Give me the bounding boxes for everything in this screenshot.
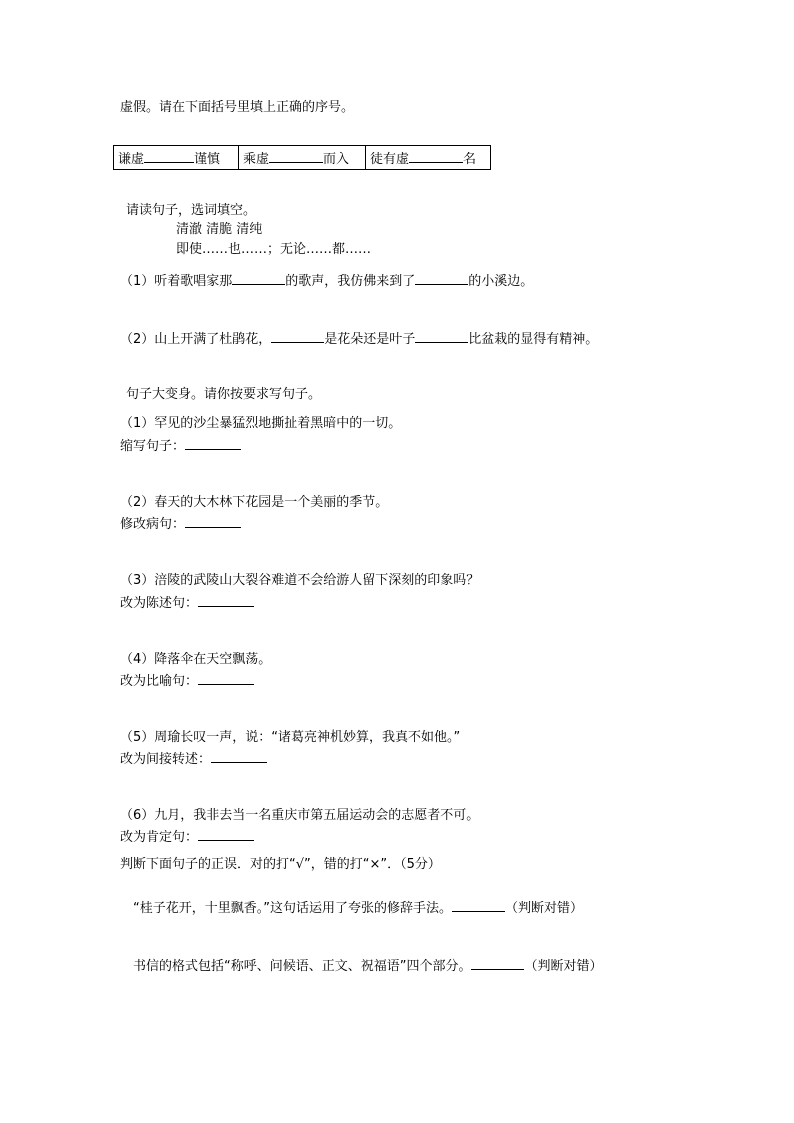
fill-question-1 bbox=[120, 271, 533, 291]
statement-text: 书信的格式包括“称呼、问候语、正文、祝福语”四个部分。 bbox=[133, 959, 472, 974]
judge-suffix: （判断对错） bbox=[504, 901, 583, 916]
rewrite-question: （1）罕见的沙尘暴猛烈地撕扯着黑暗中的一切。 bbox=[120, 416, 402, 431]
fill-question-2 bbox=[120, 329, 598, 349]
judge-title: 判断下面句子的正误．对的打“√”，错的打“×”．（5分） bbox=[120, 857, 441, 872]
rewrite-task bbox=[120, 671, 254, 691]
idiom-part-b: 名 bbox=[463, 152, 477, 167]
answer-blank[interactable] bbox=[211, 749, 267, 763]
q1-part-a: （1）听着歌唱家那 bbox=[120, 274, 233, 289]
idiom-part-b: 而入 bbox=[323, 152, 350, 167]
idiom-table bbox=[113, 145, 491, 170]
answer-blank[interactable] bbox=[232, 271, 285, 285]
rewrite-task bbox=[120, 749, 267, 769]
answer-blank[interactable] bbox=[409, 149, 463, 163]
idiom-cell bbox=[366, 146, 491, 170]
statement-text: “桂子花开，十里飘香。”这句话运用了夸张的修辞手法。 bbox=[133, 901, 452, 916]
rewrite-question: （4）降落伞在天空飘荡。 bbox=[120, 652, 272, 667]
q1-part-c: 的小溪边。 bbox=[468, 274, 534, 289]
q2-part-b: 是花朵还是叶子 bbox=[324, 332, 416, 347]
q2-part-c: 比盆栽的显得有精神。 bbox=[468, 332, 599, 347]
answer-blank[interactable] bbox=[271, 329, 324, 343]
answer-blank[interactable] bbox=[415, 271, 468, 285]
rewrite-task bbox=[120, 436, 241, 456]
q2-part-a: （2）山上开满了杜鹃花， bbox=[120, 332, 272, 347]
rewrite-task bbox=[120, 514, 241, 534]
rewrite-question: （5）周瑜长叹一声，说：“诸葛亮神机妙算，我真不如他。” bbox=[120, 730, 461, 745]
idiom-cell bbox=[239, 146, 366, 170]
answer-blank[interactable] bbox=[185, 514, 241, 528]
rewrite-question: （3）涪陵的武陵山大裂谷难道不会给游人留下深刻的印象吗？ bbox=[120, 573, 480, 588]
task-label: 改为比喻句： bbox=[120, 674, 199, 689]
word-choices-1: 清澈 清脆 清纯 bbox=[176, 222, 263, 237]
answer-blank[interactable] bbox=[269, 149, 323, 163]
q1-part-b: 的歌声，我仿佛来到了 bbox=[285, 274, 416, 289]
word-choices-2: 即使……也……；无论……都…… bbox=[176, 242, 372, 257]
idiom-part-a: 徒有虚 bbox=[370, 152, 410, 167]
answer-blank[interactable] bbox=[198, 827, 254, 841]
rewrite-task bbox=[120, 827, 254, 847]
answer-blank[interactable] bbox=[471, 956, 524, 970]
judge-statement-1 bbox=[133, 898, 583, 918]
rewrite-task bbox=[120, 593, 254, 613]
task-label: 缩写句子： bbox=[120, 439, 186, 454]
idiom-part-a: 乘虚 bbox=[243, 152, 270, 167]
answer-blank[interactable] bbox=[452, 898, 505, 912]
answer-blank[interactable] bbox=[185, 436, 241, 450]
task-label: 改为肯定句： bbox=[120, 830, 199, 845]
judge-statement-2 bbox=[133, 956, 603, 976]
task-label: 改为陈述句： bbox=[120, 596, 199, 611]
judge-suffix: （判断对错） bbox=[524, 959, 603, 974]
answer-blank[interactable] bbox=[415, 329, 468, 343]
rewrite-question: （2）春天的大木林下花园是一个美丽的季节。 bbox=[120, 495, 389, 510]
intro-text: 虚假。请在下面括号里填上正确的序号。 bbox=[120, 100, 355, 115]
answer-blank[interactable] bbox=[198, 593, 254, 607]
task-label: 改为间接转述： bbox=[120, 752, 212, 767]
answer-blank[interactable] bbox=[198, 671, 254, 685]
idiom-part-a: 谦虚 bbox=[118, 152, 145, 167]
task-label: 修改病句： bbox=[120, 517, 186, 532]
idiom-part-b: 谨慎 bbox=[194, 152, 221, 167]
idiom-cell bbox=[114, 146, 239, 170]
rewrite-title: 句子大变身。请你按要求写句子。 bbox=[126, 387, 322, 402]
answer-blank[interactable] bbox=[144, 149, 194, 163]
rewrite-question: （6）九月，我非去当一名重庆市第五届运动会的志愿者不可。 bbox=[120, 808, 480, 823]
fill-title: 请读句子，选词填空。 bbox=[126, 203, 257, 218]
